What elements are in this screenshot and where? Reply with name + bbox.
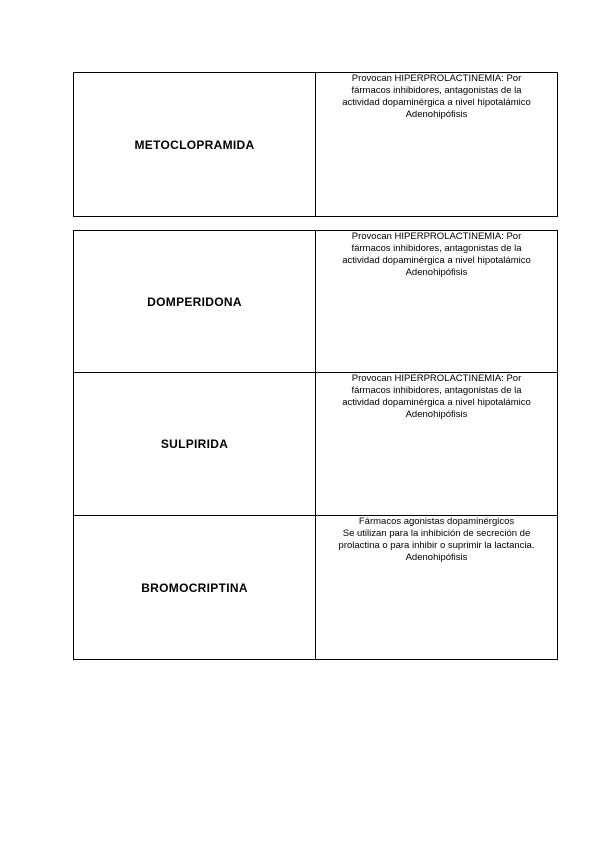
- description-line: prolactina o para inhibir o suprimir la lactancia.: [338, 540, 535, 551]
- description-line: fármacos inhibidores, antagonistas de la: [351, 243, 522, 254]
- description-line: actividad dopaminérgica a nivel hipotalámico: [342, 97, 531, 108]
- description-line: fármacos inhibidores, antagonistas de la: [351, 85, 522, 96]
- drug-name: SULPIRIDA: [74, 373, 316, 516]
- flashcard-row: [74, 231, 558, 373]
- drug-description: [316, 231, 558, 373]
- flashcard-table-2: [73, 230, 558, 660]
- description-line: Adenohipófisis: [405, 267, 468, 278]
- description-line: actividad dopaminérgica a nivel hipotalámico: [342, 397, 531, 408]
- drug-description: [316, 373, 558, 516]
- description-line: Adenohipófisis: [405, 109, 468, 120]
- description-line: Adenohipófisis: [405, 552, 468, 563]
- flashcard-row: [74, 373, 558, 516]
- description-line: fármacos inhibidores, antagonistas de la: [351, 385, 522, 396]
- drug-name: BROMOCRIPTINA: [74, 516, 316, 660]
- flashcard-table-1: [73, 72, 558, 217]
- description-line: Provocan HIPERPROLACTINEMIA: Por: [351, 231, 522, 242]
- description-line: Adenohipófisis: [405, 409, 468, 420]
- flashcard-row: [74, 516, 558, 660]
- drug-name: METOCLOPRAMIDA: [74, 73, 316, 217]
- description-line: actividad dopaminérgica a nivel hipotalámico: [342, 255, 531, 266]
- description-line: Fármacos agonistas dopaminérgicos: [358, 516, 515, 527]
- description-line: Provocan HIPERPROLACTINEMIA: Por: [351, 373, 522, 384]
- flashcard-row: [74, 73, 558, 217]
- drug-name: DOMPERIDONA: [74, 231, 316, 373]
- drug-description: [316, 73, 558, 217]
- drug-description: [316, 516, 558, 660]
- description-line: Se utilizan para la inhibición de secreción de: [342, 528, 531, 539]
- description-line: Provocan HIPERPROLACTINEMIA: Por: [351, 73, 522, 84]
